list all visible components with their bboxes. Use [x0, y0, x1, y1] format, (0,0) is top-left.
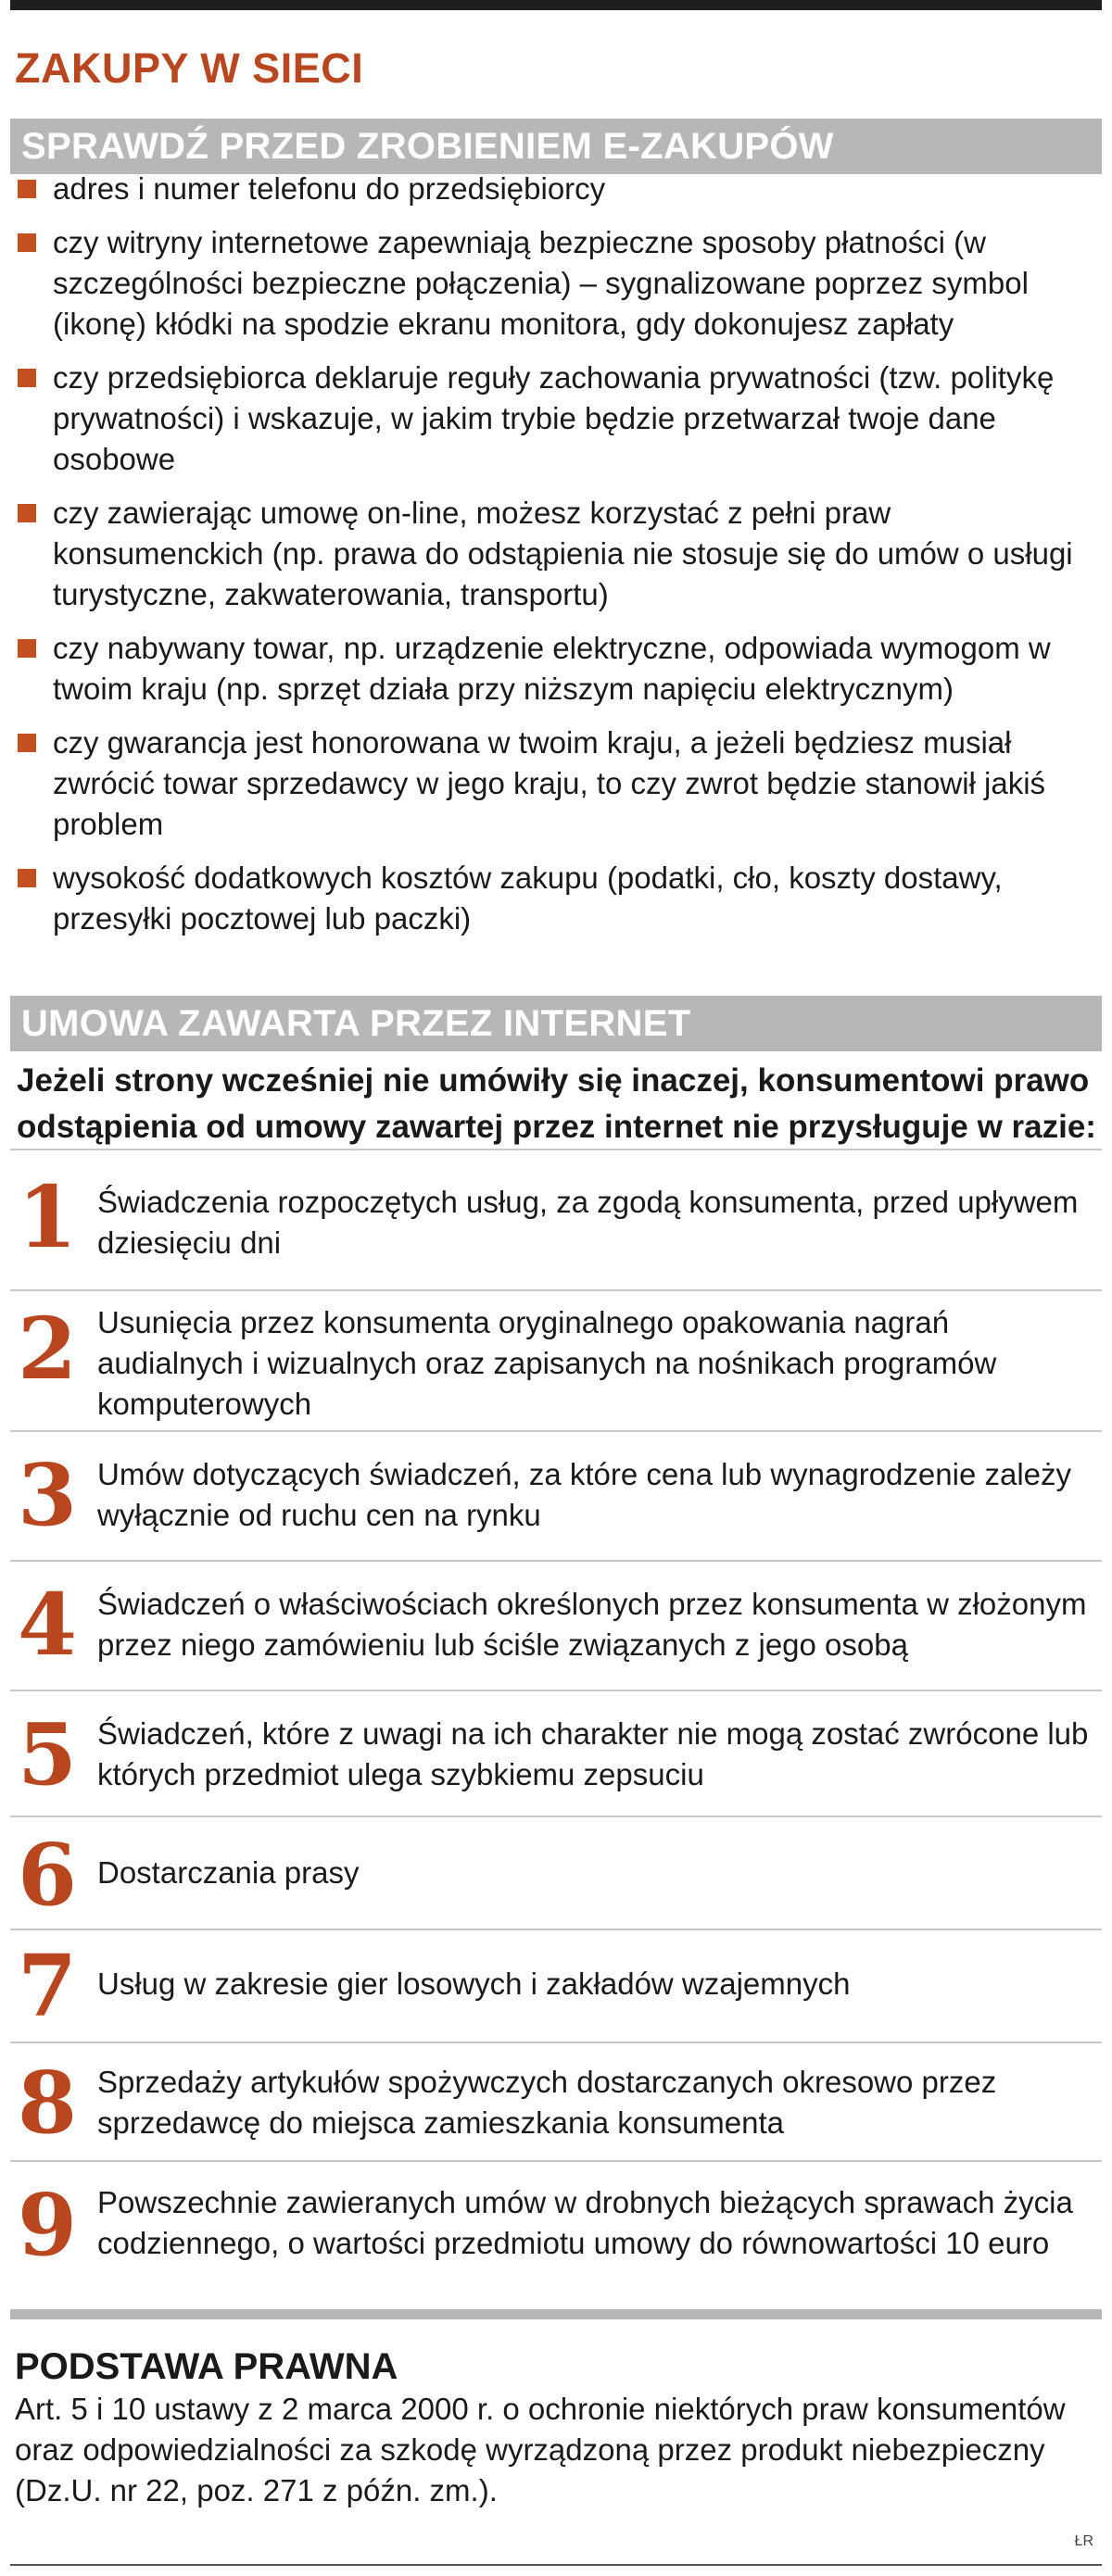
numbered-item	[10, 1817, 1102, 1930]
bullet-square-icon	[18, 369, 36, 387]
item-number: 9	[17, 2175, 77, 2275]
item-number: 4	[17, 1575, 77, 1675]
list-item	[16, 169, 1095, 209]
numbered-item	[10, 1432, 1102, 1562]
top-rule	[10, 0, 1102, 10]
bullet-square-icon	[18, 639, 36, 658]
list-item	[16, 358, 1095, 480]
item-text: Sprzedaży artykułów spożywczych dostarczanych okresowo przez sprzedawcę do miejsca zamieszkania konsumenta	[97, 2065, 997, 2140]
item-number: 5	[17, 1704, 77, 1804]
page-title: ZAKUPY W SIECI	[15, 44, 364, 92]
list-item-text: wysokość dodatkowych kosztów zakupu (podatki, cło, koszty dostawy, przesyłki pocztowej lub paczki)	[53, 861, 1003, 936]
list-item-text: czy witryny internetowe zapewniają bezpieczne sposoby płatności (w szczególności bezpieczne połączenia) – sygnalizowane poprzez symbol (ikonę) kłódki na spodzie ekranu monitora, gdy dokonujesz zapłaty	[53, 225, 1029, 341]
item-number: 8	[17, 2053, 77, 2153]
contract-intro: Jeżeli strony wcześniej nie umówiły się inaczej, konsumentowi prawo odstąpienia od umowy zawartej przez internet nie przysługuje w razie:	[17, 1062, 1096, 1145]
item-text: Powszechnie zawieranych umów w drobnych bieżących sprawach życia codziennego, o wartości przedmiotu umowy do równowartości 10 euro	[97, 2185, 1073, 2260]
list-item	[16, 628, 1095, 710]
checklist	[16, 169, 1095, 952]
numbered-item	[10, 1930, 1102, 2043]
item-text: Świadczenia rozpoczętych usług, za zgodą konsumenta, przed upływem dziesięciu dni	[97, 1185, 1079, 1260]
list-item	[16, 222, 1095, 345]
item-text: Usług w zakresie gier losowych i zakładów wzajemnych	[97, 1967, 851, 2001]
bullet-square-icon	[18, 869, 36, 887]
item-text: Świadczeń o właściwościach określonych przez konsumenta w złożonym przez niego zamówieniu lub ściśle związanych z jego osobą	[97, 1587, 1087, 1662]
section-heading-contract: UMOWA ZAWARTA PRZEZ INTERNET	[10, 996, 1102, 1051]
list-item	[16, 493, 1095, 615]
numbered-item	[10, 2162, 1102, 2286]
author-credit: ŁR	[1074, 2533, 1093, 2549]
list-item	[16, 858, 1095, 939]
exceptions-list	[10, 1149, 1102, 2286]
item-number: 6	[17, 1825, 77, 1925]
bullet-square-icon	[18, 504, 36, 522]
item-number: 1	[17, 1167, 77, 1267]
legal-basis-title: PODSTAWA PRAWNA	[15, 2346, 398, 2387]
numbered-item	[10, 1562, 1102, 1691]
list-item-text: adres i numer telefonu do przedsiębiorcy	[53, 171, 606, 206]
legal-basis-text: Art. 5 i 10 ustawy z 2 marca 2000 r. o ochronie niektórych praw konsumentów oraz odpowiedzialności za szkodę wyrządzoną przez produkt niebezpieczny (Dz.U. nr 22, poz. 271 z późn. zm.).	[15, 2392, 1066, 2507]
numbered-item	[10, 2043, 1102, 2162]
item-number: 3	[17, 1445, 77, 1545]
list-item	[16, 723, 1095, 845]
list-item-text: czy gwarancja jest honorowana w twoim kraju, a jeżeli będziesz musiał zwrócić towar sprzedawcy w jego kraju, to czy zwrot będzie stanowił jakiś problem	[53, 725, 1046, 841]
list-item-text: czy przedsiębiorca deklaruje reguły zachowania prywatności (tzw. politykę prywatności) i wskazuje, w jakim trybie będzie przetwarzał twoje dane osobowe	[53, 360, 1055, 476]
list-item-text: czy zawierając umowę on-line, możesz korzystać z pełni praw konsumenckich (np. prawa do odstąpienia nie stosuje się do umów o usługi turystyczne, zakwaterowania, transportu)	[53, 496, 1073, 611]
item-text: Dostarczania prasy	[97, 1855, 360, 1890]
item-text: Usunięcia przez konsumenta oryginalnego opakowania nagrań audialnych i wizualnych oraz zapisanych na nośnikach programów komputerowych	[97, 1305, 997, 1421]
numbered-item	[10, 1691, 1102, 1817]
item-text: Umów dotyczących świadczeń, za które cena lub wynagrodzenie zależy wyłącznie od ruchu cen na rynku	[97, 1457, 1072, 1532]
bullet-square-icon	[18, 734, 36, 752]
section-heading-check: SPRAWDŹ PRZED ZROBIENIEM E-ZAKUPÓW	[10, 119, 1102, 174]
numbered-item	[10, 1150, 1102, 1291]
section-divider	[10, 2309, 1102, 2319]
item-number: 2	[17, 1299, 77, 1399]
bullet-square-icon	[18, 233, 36, 252]
item-text: Świadczeń, które z uwagi na ich charakter nie mogą zostać zwrócone lub których przedmiot ulega szybkiemu zepsuciu	[97, 1716, 1089, 1791]
bullet-square-icon	[18, 180, 36, 198]
item-number: 7	[17, 1936, 77, 2036]
bottom-rule	[10, 2564, 1102, 2566]
numbered-item	[10, 1291, 1102, 1432]
list-item-text: czy nabywany towar, np. urządzenie elektryczne, odpowiada wymogom w twoim kraju (np. sprzęt działa przy niższym napięciu elektrycznym)	[53, 631, 1051, 706]
